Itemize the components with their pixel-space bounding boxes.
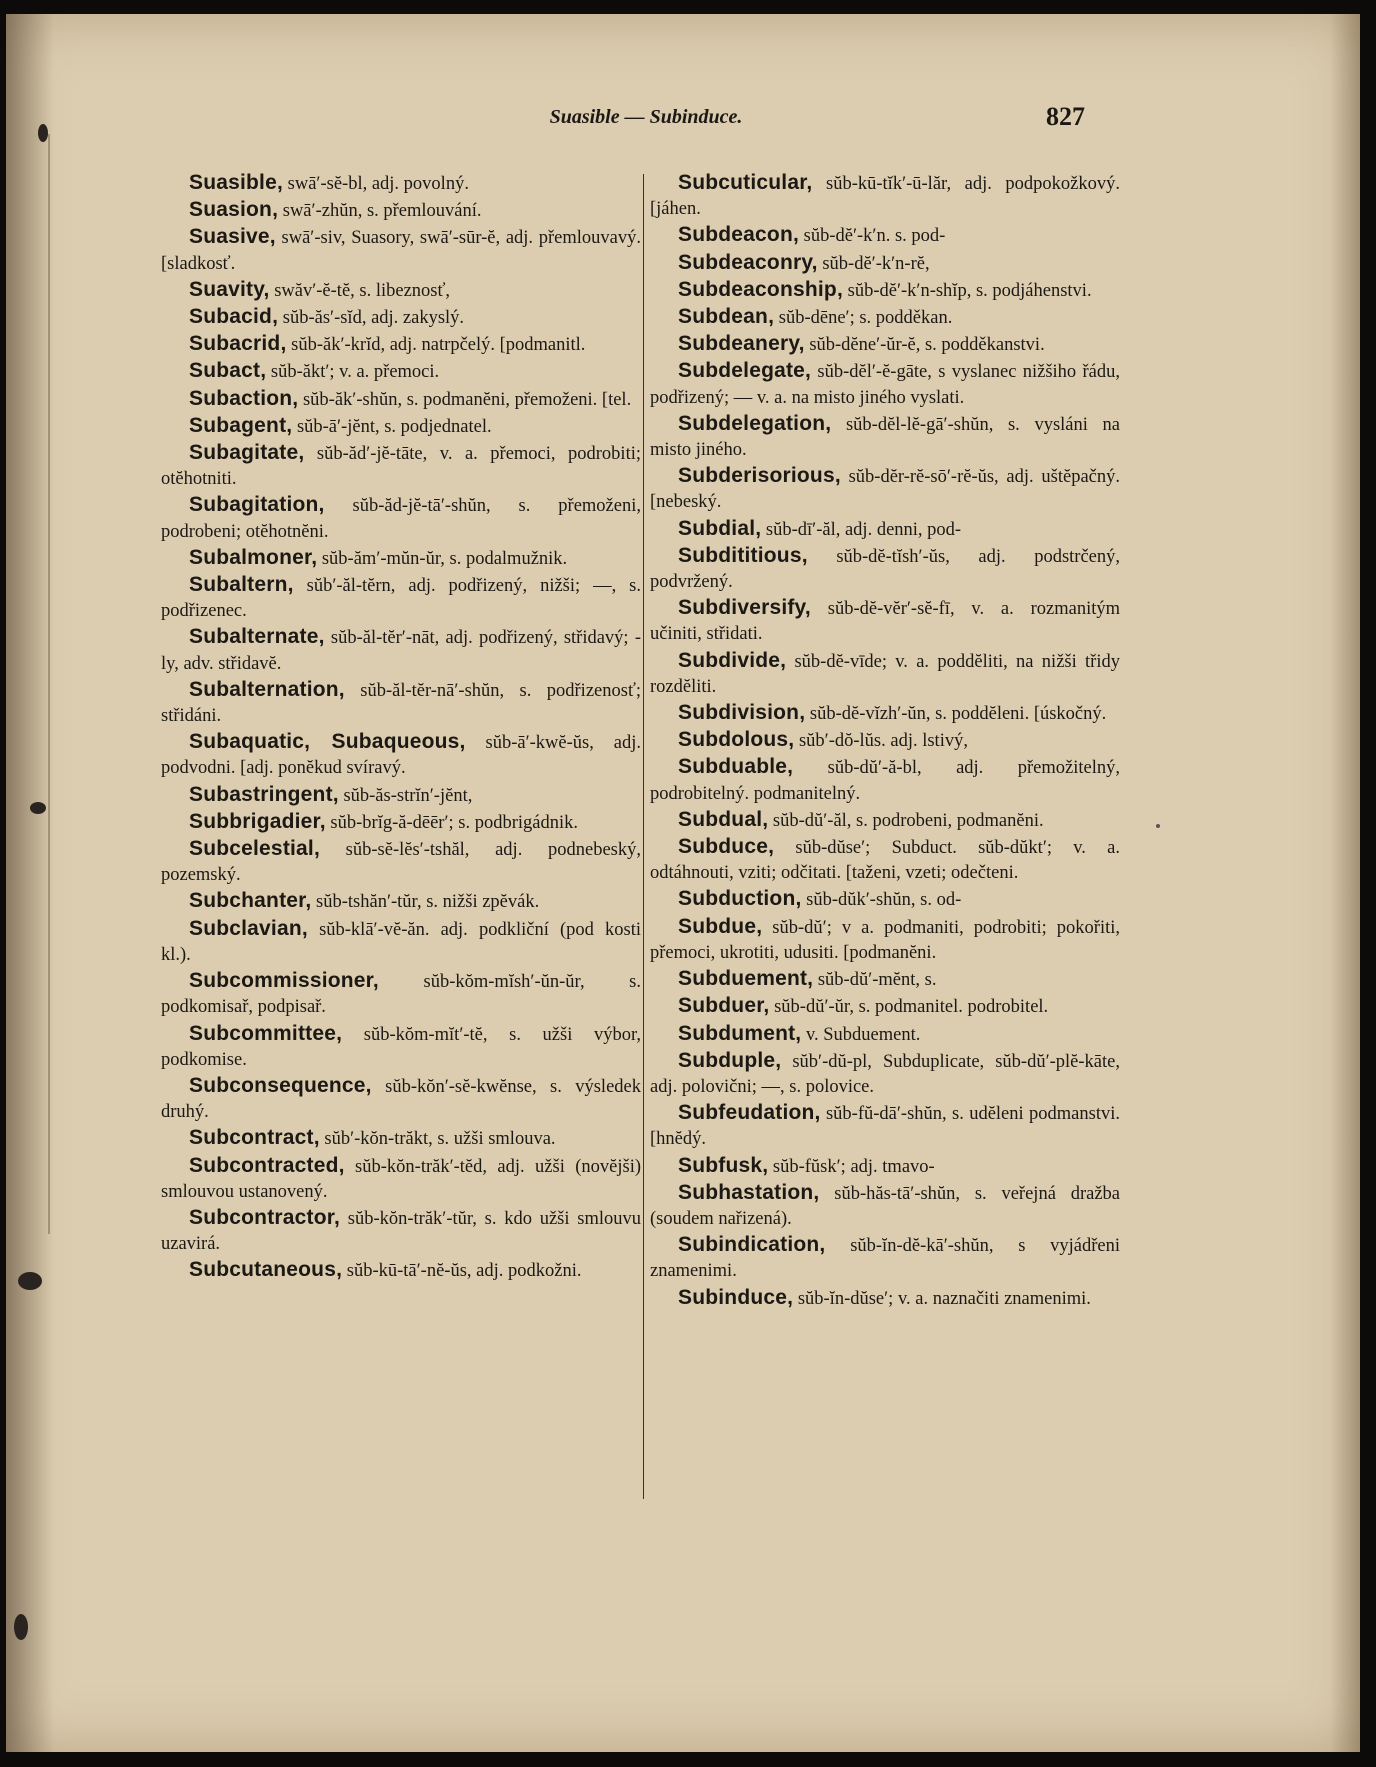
dictionary-entry	[650, 595, 1120, 647]
entry-definition: sŭb-dĕne′-ŭr-ĕ, s. podděkanstvi.	[804, 335, 1045, 356]
entry-definition: sŭb-ăkt′; v. a. přemoci.	[266, 362, 440, 383]
entry-definition: sŭb-ăd-jĕ-tā′-shŭn, s. přemoženi, podrobeni; otĕhotnĕni.	[161, 496, 641, 542]
entry-definition: sŭb-ā′-jĕnt, s. podjednatel.	[292, 416, 492, 437]
dictionary-entry	[161, 677, 641, 729]
page-number: 827	[1046, 102, 1085, 131]
entry-headword: Subchanter,	[189, 889, 312, 913]
entry-definition: sŭb-dĕ′-k′n-shĭp, s. podjáhenstvi.	[843, 280, 1092, 301]
entry-definition: sŭb-dŭ′-ăl, s. podrobeni, podmanĕni.	[768, 810, 1044, 831]
entry-definition: sŭb-brĭg-ă-dēēr′; s. podbrigádnik.	[325, 812, 578, 833]
entry-definition: sŭb-dĕl′-ĕ-gāte, s vyslanec nižšiho řádu, podřizený; — v. a. na misto jiného vyslati.	[650, 362, 1120, 408]
dictionary-entry	[161, 224, 641, 276]
entry-definition: sŭb-fŭ-dā′-shŭn, s. udĕleni podmanstvi. [hnĕdý.	[650, 1104, 1120, 1150]
dictionary-entry	[650, 411, 1120, 463]
entry-definition: sŭb-ăk′-krĭd, adj. natrpčelý. [podmanitl.	[286, 335, 586, 356]
ink-blot	[14, 1614, 28, 1640]
entry-headword: Subcontracted,	[189, 1153, 345, 1177]
dictionary-entry	[161, 1205, 641, 1257]
dictionary-entry	[650, 250, 1120, 277]
entry-definition: sŭb-ăs′-sĭd, adj. zakyslý.	[278, 308, 465, 329]
entry-definition: sŭb-kŏm-mĭt′-tĕ, s. užši výbor, podkomise.	[161, 1024, 641, 1070]
ink-blot	[30, 802, 46, 814]
entry-headword: Subinduce,	[678, 1285, 794, 1309]
entry-definition: sŭb-ā′-kwĕ-ŭs, adj. podvodni. [adj. ponĕkud svíravý.	[161, 733, 641, 779]
dictionary-entry	[161, 492, 641, 544]
entry-definition: sŭb-dĕ-tĭsh′-ŭs, adj. podstrčený, podvržený.	[650, 546, 1120, 593]
entry-definition: sŭb-ăd′-jĕ-tāte, v. a. přemoci, podrobiti; otĕhotniti.	[161, 444, 641, 490]
entry-definition: swăv′-ĕ-tĕ, s. libeznosť,	[269, 280, 451, 301]
dictionary-entry	[650, 516, 1120, 543]
entry-definition: sŭb-dŭ′-mĕnt, s.	[813, 970, 937, 991]
entry-definition: swā′-siv, Suasory, swā′-sūr-ĕ, adj. přemlouvavý. [sladkosť.	[161, 228, 641, 274]
dictionary-entry	[650, 1021, 1120, 1048]
entry-headword: Subderisorious,	[678, 464, 841, 488]
column-divider	[643, 174, 644, 1499]
entry-definition: swā′-zhŭn, s. přemlouvání.	[278, 201, 482, 222]
dictionary-entry	[161, 277, 641, 304]
dictionary-entry	[650, 966, 1120, 993]
spine-line	[48, 134, 50, 1234]
entry-headword: Subdiversify,	[678, 596, 811, 620]
entry-headword: Subdolous,	[678, 728, 795, 752]
entry-headword: Subalternate,	[189, 625, 325, 649]
dictionary-entry	[650, 1285, 1120, 1312]
entry-headword: Subconsequence,	[189, 1073, 372, 1097]
entry-headword: Subdeacon,	[678, 223, 800, 247]
entry-definition: sŭb-ăl-tĕr-nā′-shŭn, s. podřizenosť; střidáni.	[161, 680, 641, 727]
ink-blot	[38, 124, 48, 142]
dictionary-entry	[161, 809, 641, 836]
dictionary-entry	[161, 413, 641, 440]
entry-headword: Subdititious,	[678, 543, 808, 567]
dictionary-entry	[650, 807, 1120, 834]
dictionary-entry	[161, 386, 641, 413]
right-column	[650, 170, 1120, 1312]
entry-definition: swā′-sĕ-bl, adj. povolný.	[283, 174, 469, 194]
entry-headword: Suavity,	[189, 277, 270, 301]
dictionary-entry	[161, 572, 641, 624]
entry-headword: Suasion,	[189, 198, 279, 222]
entry-definition: sŭb-dĕr-rĕ-sō′-rĕ-ŭs, adj. uštĕpačný. [nebeský.	[650, 467, 1120, 513]
entry-definition: sŭb-kŏn-trăk′-tŭr, s. kdo užši smlouvu uzavirá.	[161, 1208, 641, 1255]
dictionary-entry	[650, 648, 1120, 700]
dictionary-entry	[161, 1073, 641, 1125]
dictionary-entry	[161, 782, 641, 809]
entry-headword: Subaquatic, Subaqueous,	[189, 730, 466, 754]
entry-definition: sŭb-dŭ′-ă-bl, adj. přemožitelný, podrobitelný. podmanitelný.	[650, 758, 1120, 804]
entry-headword: Subagent,	[189, 413, 293, 437]
entry-definition: sŭb-dŭse′; Subduct. sŭb-dŭkt′; v. a. odtáhnouti, vziti; odčitati. [taženi, vzeti; odečteni.	[650, 838, 1120, 884]
entry-headword: Subdivision,	[678, 701, 806, 725]
dictionary-entry	[161, 358, 641, 385]
entry-headword: Subduer,	[678, 994, 770, 1018]
dictionary-entry	[650, 222, 1120, 249]
dictionary-entry	[650, 1153, 1120, 1180]
entry-headword: Subastringent,	[189, 782, 339, 806]
entry-headword: Subdean,	[678, 305, 775, 329]
entry-definition: sŭb-fŭsk′; adj. tmavo-	[768, 1156, 935, 1177]
entry-headword: Subaltern,	[189, 573, 294, 597]
entry-headword: Subdelegate,	[678, 359, 812, 383]
entry-definition: sŭb-ĭn-dŭse′; v. a. naznačiti znamenimi.	[793, 1288, 1091, 1309]
dictionary-entry	[161, 1153, 641, 1205]
entry-definition: v. Subduement.	[801, 1024, 921, 1045]
dictionary-page	[6, 14, 1360, 1752]
entry-definition: sŭb-dĕ-vīde; v. a. poddĕliti, na nižši třidy rozdĕliti.	[650, 651, 1120, 697]
entry-headword: Subact,	[189, 359, 267, 383]
dictionary-entry	[650, 463, 1120, 515]
entry-headword: Subindication,	[678, 1233, 826, 1257]
entry-headword: Subdelegation,	[678, 411, 832, 435]
entry-definition: sŭb′-ăl-tĕrn, adj. podřizený, nižši; —, s. podřizenec.	[161, 576, 641, 622]
entry-headword: Subfusk,	[678, 1153, 769, 1177]
dictionary-entry	[650, 1232, 1120, 1284]
entry-headword: Subcontractor,	[189, 1205, 340, 1229]
dictionary-entry	[650, 358, 1120, 410]
entry-headword: Subcommissioner,	[189, 969, 379, 993]
dictionary-entry	[650, 170, 1120, 222]
dictionary-entry	[650, 1100, 1120, 1152]
dictionary-entry	[161, 1257, 641, 1284]
entry-definition: sŭb-kū-tā′-nĕ-ŭs, adj. podkožni.	[342, 1261, 582, 1282]
entry-headword: Subcelestial,	[189, 837, 320, 861]
dictionary-entry	[161, 968, 641, 1020]
spine-shadow	[6, 14, 54, 1752]
entry-definition: sŭb-kŏm-mĭsh′-ŭn-ŭr, s. podkomisař, podpisař.	[161, 972, 641, 1018]
entry-definition: sŭb-klā′-vĕ-ăn. adj. podkliční (pod kosti kl.).	[161, 919, 641, 965]
dictionary-entry	[650, 727, 1120, 754]
dictionary-entry	[650, 1180, 1120, 1232]
dictionary-entry	[161, 888, 641, 915]
entry-definition: sŭb-dĕ′-k′n. s. pod-	[799, 226, 946, 247]
dictionary-entry	[161, 1021, 641, 1073]
dictionary-entry	[650, 834, 1120, 886]
dictionary-entry	[161, 1125, 641, 1152]
entry-headword: Subduement,	[678, 967, 814, 991]
dictionary-entry	[161, 545, 641, 572]
entry-definition: sŭb-dŭ′; v a. podmaniti, podrobiti; pokořiti, přemoci, ukrotiti, udusiti. [podmanĕni.	[650, 917, 1120, 963]
dictionary-entry	[161, 624, 641, 676]
dictionary-entry	[650, 277, 1120, 304]
entry-definition: sŭb-dŭk′-shŭn, s. od-	[801, 890, 962, 911]
entry-headword: Subacid,	[189, 305, 279, 329]
entry-headword: Subdual,	[678, 807, 769, 831]
entry-headword: Subacrid,	[189, 332, 287, 356]
entry-definition: sŭb-hăs-tā′-shŭn, s. veřejná dražba (soudem nařizená).	[650, 1183, 1120, 1229]
dictionary-entry	[161, 916, 641, 968]
dictionary-entry	[161, 440, 641, 492]
margin-dot	[1156, 824, 1160, 828]
entry-headword: Subduce,	[678, 835, 775, 859]
entry-definition: sŭb-dĕl-lĕ-gā′-shŭn, s. vysláni na misto jiného.	[650, 414, 1120, 461]
dictionary-entry	[161, 836, 641, 888]
entry-headword: Subdeaconry,	[678, 250, 818, 274]
entry-headword: Subhastation,	[678, 1180, 820, 1204]
entry-headword: Subfeudation,	[678, 1101, 821, 1125]
dictionary-entry	[650, 543, 1120, 595]
dictionary-entry	[650, 304, 1120, 331]
left-column	[161, 170, 641, 1285]
entry-definition: sŭb-dēne′; s. podděkan.	[774, 308, 953, 329]
entry-headword: Subdivide,	[678, 648, 787, 672]
entry-headword: Subdument,	[678, 1021, 802, 1045]
entry-headword: Subdial,	[678, 516, 762, 540]
dictionary-entry	[650, 754, 1120, 806]
entry-definition: sŭb′-dŭ-pl, Subduplicate, sŭb-dŭ′-plĕ-kāte, adj. polovični; —, s. polovice.	[650, 1051, 1120, 1097]
entry-definition: sŭb-ăm′-mŭn-ŭr, s. podalmužnik.	[317, 548, 568, 569]
entry-headword: Subdue,	[678, 914, 763, 938]
entry-definition: sŭb-kū-tĭk′-ū-lăr, adj. podpokožkový. [jáhen.	[650, 174, 1120, 220]
entry-headword: Subduction,	[678, 887, 802, 911]
dictionary-entry	[161, 197, 641, 224]
entry-headword: Subdeaconship,	[678, 277, 843, 301]
entry-headword: Subcuticular,	[678, 171, 813, 194]
entry-headword: Subagitate,	[189, 441, 305, 465]
entry-definition: sŭb-ăl-tĕr′-nāt, adj. podřizený, střidavý; -ly, adv. střidavĕ.	[161, 628, 641, 674]
entry-headword: Subalmoner,	[189, 545, 318, 569]
entry-definition: sŭb-dŭ′-ŭr, s. podmanitel. podrobitel.	[769, 997, 1049, 1018]
entry-headword: Subbrigadier,	[189, 809, 326, 833]
entry-definition: sŭb-kŏn-trăk′-tĕd, adj. užši (novĕjši) smlouvou ustanovený.	[161, 1156, 641, 1202]
page-edge-shadow	[1330, 14, 1360, 1752]
entry-headword: Subalternation,	[189, 677, 345, 701]
entry-headword: Subduple,	[678, 1048, 782, 1072]
entry-headword: Subaction,	[189, 386, 299, 410]
running-head: Suasible — Subinduce.	[549, 106, 743, 128]
entry-definition: sŭb-sĕ-lĕs′-tshăl, adj. podnebeský, pozemský.	[161, 840, 641, 886]
entry-headword: Subclavian,	[189, 916, 308, 940]
entry-headword: Subcontract,	[189, 1126, 320, 1150]
dictionary-entry	[650, 914, 1120, 966]
entry-headword: Suasive,	[189, 225, 276, 249]
entry-headword: Suasible,	[189, 171, 284, 194]
dictionary-entry	[161, 729, 641, 781]
dictionary-entry	[650, 331, 1120, 358]
dictionary-entry	[650, 1048, 1120, 1100]
dictionary-entry	[650, 993, 1120, 1020]
entry-definition: sŭb-dī′-ăl, adj. denni, pod-	[761, 519, 962, 540]
entry-headword: Subagitation,	[189, 493, 325, 517]
ink-blot	[18, 1272, 42, 1290]
entry-definition: sŭb′-kŏn-trăkt, s. užši smlouva.	[319, 1129, 556, 1150]
entry-definition: sŭb-ăs-strĭn′-jĕnt,	[338, 785, 473, 806]
dictionary-entry	[650, 700, 1120, 727]
entry-definition: sŭb′-dŏ-lŭs. adj. lstivý,	[794, 731, 968, 752]
entry-headword: Subdeanery,	[678, 332, 805, 356]
dictionary-entry	[650, 886, 1120, 913]
entry-definition: sŭb-ăk′-shŭn, s. podmanĕni, přemoženi. [tel.	[298, 389, 632, 410]
entry-definition: sŭb-dĕ-vĭzh′-ŭn, s. poddĕleni. [úskočný.	[805, 704, 1107, 725]
entry-headword: Subduable,	[678, 755, 794, 779]
entry-definition: sŭb-ĭn-dĕ-kā′-shŭn, s vyjádřeni znamenimi.	[650, 1236, 1120, 1282]
dictionary-entry	[161, 304, 641, 331]
entry-definition: sŭb-dĕ-vĕr′-sĕ-fī, v. a. rozmanitým učiniti, střidati.	[650, 599, 1120, 645]
entry-headword: Subcutaneous,	[189, 1258, 343, 1282]
entry-definition: sŭb-kŏn′-sĕ-kwĕnse, s. výsledek druhý.	[161, 1076, 641, 1123]
entry-headword: Subcommittee,	[189, 1021, 343, 1045]
entry-definition: sŭb-dĕ′-k′n-rĕ,	[817, 253, 930, 274]
entry-definition: sŭb-tshăn′-tŭr, s. nižši zpĕvák.	[311, 892, 540, 913]
dictionary-entry	[161, 331, 641, 358]
dictionary-entry	[161, 170, 641, 197]
